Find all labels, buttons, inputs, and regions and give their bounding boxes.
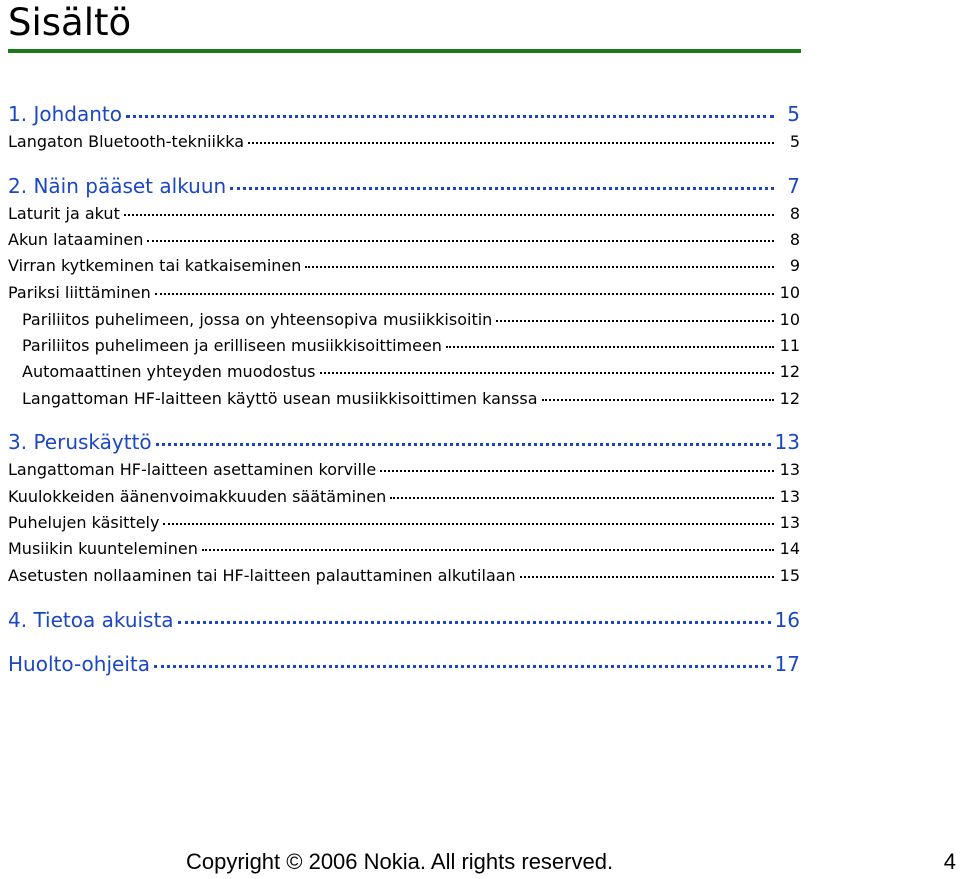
toc-entry[interactable] <box>8 202 800 226</box>
toc-entry-title: 2. Näin pääset alkuun <box>8 174 227 198</box>
toc-entry[interactable] <box>8 606 800 634</box>
toc-entry[interactable] <box>8 228 800 252</box>
toc-entry[interactable] <box>8 308 800 332</box>
toc-entry-title: Pariksi liittäminen <box>8 283 151 302</box>
toc-entry-page: 12 <box>779 362 800 381</box>
toc-entry-page: 10 <box>779 310 800 329</box>
toc-entry-title: 3. Peruskäyttö <box>8 430 152 454</box>
toc-entry-title: Puhelujen käsittely <box>8 513 160 532</box>
toc-entry[interactable] <box>8 281 800 305</box>
toc-leader <box>154 662 771 668</box>
toc-entry[interactable] <box>8 100 800 128</box>
toc-entry-page: 8 <box>789 230 800 249</box>
toc-entry-title: Automaattinen yhteyden muodostus <box>22 362 316 381</box>
toc-leader <box>163 521 774 525</box>
title-rule <box>8 49 801 53</box>
toc-leader <box>496 318 774 322</box>
toc-entry-page: 13 <box>779 487 800 506</box>
toc-entry-title: Akun lataaminen <box>8 230 144 249</box>
toc-entry-page: 16 <box>774 608 800 632</box>
toc-entry-title: Asetusten nollaaminen tai HF-laitteen palauttaminen alkutilaan <box>8 566 516 585</box>
toc-entry-title: 1. Johdanto <box>8 102 122 126</box>
toc-entry-title: Laturit ja akut <box>8 204 120 223</box>
toc-leader <box>320 370 774 374</box>
toc-entry-title: Pariliitos puhelimeen, jossa on yhteensopiva musiikkisoitin <box>22 310 493 329</box>
toc-entry[interactable] <box>8 254 800 278</box>
toc-leader <box>542 397 774 401</box>
toc-entry[interactable] <box>8 458 800 482</box>
toc-entry[interactable] <box>8 428 800 456</box>
toc-leader <box>156 440 771 446</box>
toc-entry[interactable] <box>8 334 800 358</box>
toc-entry[interactable] <box>8 360 800 384</box>
toc-entry[interactable] <box>8 511 800 535</box>
toc-leader <box>390 495 774 499</box>
toc-entry-title: Langattoman HF-laitteen asettaminen korville <box>8 460 377 479</box>
toc-leader <box>147 238 774 242</box>
page-title: Sisältö <box>8 1 132 44</box>
toc-entry-page: 10 <box>779 283 800 302</box>
toc-entry-title: Langattoman HF-laitteen käyttö usean musiikkisoittimen kanssa <box>22 389 538 408</box>
toc-entry-title: Kuulokkeiden äänenvoimakkuuden säätäminen <box>8 487 387 506</box>
toc-leader <box>305 264 774 268</box>
toc-entry-page: 5 <box>787 102 800 126</box>
toc-entry-page: 14 <box>779 539 800 558</box>
toc-leader <box>230 184 774 190</box>
toc-entry-page: 13 <box>779 460 800 479</box>
toc-entry[interactable] <box>8 537 800 561</box>
toc-leader <box>520 574 774 578</box>
toc-entry-title: 4. Tietoa akuista <box>8 608 174 632</box>
toc-entry-title: Musiikin kuunteleminen <box>8 539 198 558</box>
toc-leader <box>126 112 774 118</box>
toc-entry[interactable] <box>8 130 800 154</box>
toc-entry-title: Langaton Bluetooth-tekniikka <box>8 132 245 151</box>
toc-entry-title: Virran kytkeminen tai katkaiseminen <box>8 256 302 275</box>
toc-entry-page: 11 <box>779 336 800 355</box>
toc-leader <box>446 344 774 348</box>
toc-entry[interactable] <box>8 172 800 200</box>
toc-entry-page: 13 <box>779 513 800 532</box>
toc-entry-title: Huolto-ohjeita <box>8 652 150 676</box>
toc-leader <box>248 140 774 144</box>
toc-entry[interactable] <box>8 650 800 678</box>
toc-entry-page: 15 <box>779 566 800 585</box>
toc-entry-page: 5 <box>789 132 800 151</box>
page-number: 4 <box>943 849 956 874</box>
toc-entry[interactable] <box>8 387 800 411</box>
toc-entry-title: Pariliitos puhelimeen ja erilliseen musiikkisoittimeen <box>22 336 442 355</box>
toc-leader <box>155 291 774 295</box>
toc-entry-page: 9 <box>789 256 800 275</box>
toc-entry-page: 17 <box>774 652 800 676</box>
toc-entry-page: 8 <box>789 204 800 223</box>
toc-leader <box>178 618 771 624</box>
toc-leader <box>380 468 774 472</box>
toc-entry-page: 13 <box>774 430 800 454</box>
toc-leader <box>202 547 774 551</box>
toc-entry[interactable] <box>8 564 800 588</box>
copyright-text: Copyright © 2006 Nokia. All rights reserved. <box>186 849 614 874</box>
toc-leader <box>124 212 774 216</box>
toc-entry[interactable] <box>8 485 800 509</box>
toc-entry-page: 12 <box>779 389 800 408</box>
toc-entry-page: 7 <box>787 174 800 198</box>
